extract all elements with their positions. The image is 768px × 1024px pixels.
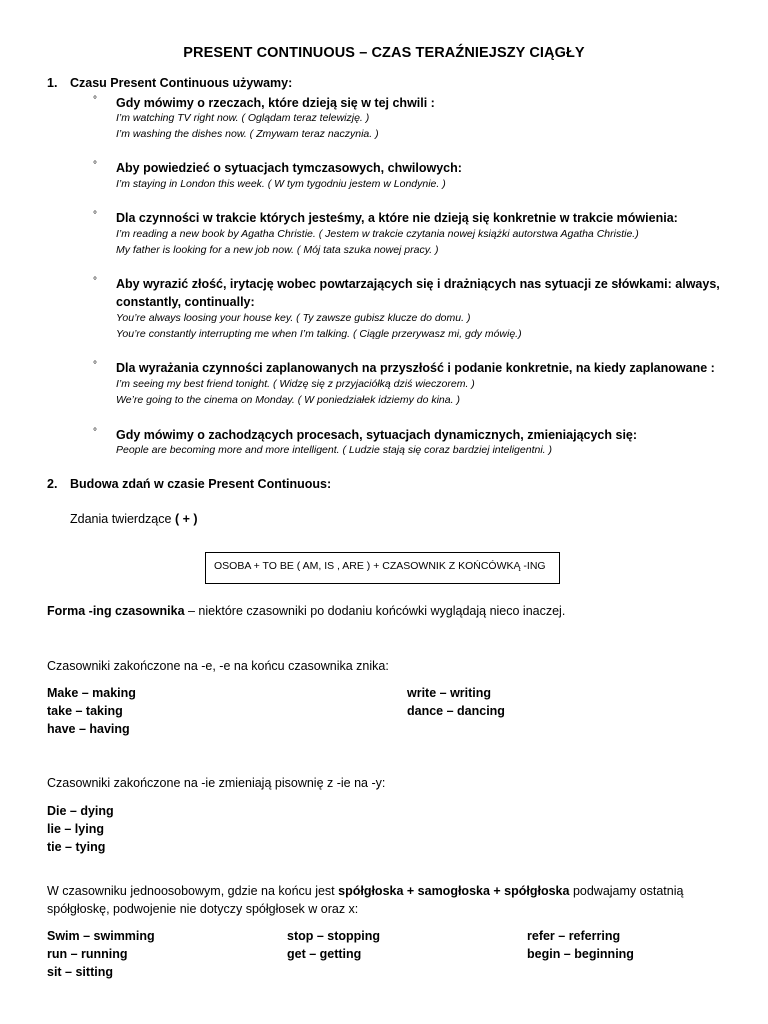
bullet-heading: Dla wyrażania czynności zaplanowanych na przyszłość i podanie konkretnie, na kiedy zaplanowane : <box>116 361 715 375</box>
ing-form-text: – niektóre czasowniki po dodaniu końcówki wyglądają nieco inaczej. <box>184 604 566 618</box>
verb-pair: tie – tying <box>47 840 106 854</box>
bullet-heading: Aby wyrazić złość, irytację wobec powtarzających się i drażniących nas sytuacji ze słówkami: always, <box>116 277 720 291</box>
rule-e-description: Czasowniki zakończone na -e, -e na końcu czasownika znika: <box>47 659 389 673</box>
example-sentence: I’m washing the dishes now. ( Zmywam teraz naczynia. ) <box>116 128 379 140</box>
example-sentence: We’re going to the cinema on Monday. ( W poniedziałek idziemy do kina. ) <box>116 394 460 406</box>
bullet-heading-continued: constantly, continually: <box>116 295 255 309</box>
section-number: 1. <box>47 76 58 90</box>
bullet-heading: Dla czynności w trakcie których jesteśmy, a które nie dzieją się konkretnie w trakcie mówienia: <box>116 211 678 225</box>
example-sentence: You’re constantly interrupting me when I’m talking. ( Ciągle przerywasz mi, gdy mówię.) <box>116 328 522 340</box>
verb-pair: Swim – swimming <box>47 929 155 943</box>
verb-pair: refer – referring <box>527 929 621 943</box>
example-sentence: My father is looking for a new job now. ( Mój tata szuka nowej pracy. ) <box>116 244 439 256</box>
rule-cvc-description-continued: spółgłoskę, podwojenie nie dotyczy spółgłosek w oraz x: <box>47 902 359 916</box>
example-sentence: I’m watching TV right now. ( Oglądam teraz telewizję. ) <box>116 112 370 124</box>
verb-pair: Die – dying <box>47 804 114 818</box>
verb-pair: have – having <box>47 722 130 736</box>
example-sentence: I’m staying in London this week. ( W tym tygodniu jestem w Londynie. ) <box>116 178 446 190</box>
formula-box: OSOBA + TO BE ( AM, IS , ARE ) + CZASOWNIK Z KOŃCÓWKĄ -ING <box>205 552 560 584</box>
verb-pair: Make – making <box>47 686 136 700</box>
bullet-icon: ° <box>93 360 97 371</box>
example-sentence: I’m reading a new book by Agatha Christie. ( Jestem w trakcie czytania nowej książki autorstwa Agatha Christie.) <box>116 228 639 240</box>
page-title: PRESENT CONTINUOUS – CZAS TERAŹNIEJSZY CIĄGŁY <box>183 45 585 61</box>
rule-cvc-text-c: podwajamy ostatnią <box>569 884 684 898</box>
bullet-heading: Aby powiedzieć o sytuacjach tymczasowych, chwilowych: <box>116 161 462 175</box>
example-sentence: I’m seeing my best friend tonight. ( Widzę się z przyjaciółką dziś wieczorem. ) <box>116 378 475 390</box>
verb-pair: get – getting <box>287 947 362 961</box>
ing-form-note <box>47 604 565 618</box>
section-title: Budowa zdań w czasie Present Continuous: <box>70 477 332 491</box>
section-number: 2. <box>47 477 58 491</box>
bullet-icon: ° <box>93 95 97 106</box>
verb-pair: dance – dancing <box>407 704 505 718</box>
section-title: Czasu Present Continuous używamy: <box>70 76 293 90</box>
bullet-icon: ° <box>93 276 97 287</box>
verb-pair: sit – sitting <box>47 965 113 979</box>
affirmative-sign: ( + ) <box>174 512 198 526</box>
affirmative-heading <box>70 512 198 526</box>
verb-pair: lie – lying <box>47 822 104 836</box>
bullet-heading: Gdy mówimy o zachodzących procesach, sytuacjach dynamicznych, zmieniających się: <box>116 428 638 442</box>
rule-cvc-pattern: spółgłoska + samogłoska + spółgłoska <box>338 884 570 898</box>
rule-cvc-text-a: W czasowniku jednoosobowym, gdzie na końcu jest <box>47 884 339 898</box>
verb-pair: take – taking <box>47 704 123 718</box>
example-sentence: People are becoming more and more intelligent. ( Ludzie stają się coraz bardziej inteligentni. ) <box>116 444 552 456</box>
verb-pair: stop – stopping <box>287 929 381 943</box>
verb-pair: run – running <box>47 947 128 961</box>
bullet-icon: ° <box>93 160 97 171</box>
bullet-icon: ° <box>93 210 97 221</box>
rule-cvc-description <box>47 884 683 898</box>
example-sentence: You’re always loosing your house key. ( Ty zawsze gubisz klucze do domu. ) <box>116 312 471 324</box>
bullet-heading: Gdy mówimy o rzeczach, które dzieją się w tej chwili : <box>116 96 435 110</box>
affirmative-label: Zdania twierdzące <box>70 512 172 526</box>
bullet-icon: ° <box>93 427 97 438</box>
verb-pair: write – writing <box>407 686 492 700</box>
ing-form-label: Forma -ing czasownika <box>47 604 185 618</box>
rule-ie-description: Czasowniki zakończone na -ie zmieniają pisownię z -ie na -y: <box>47 776 386 790</box>
verb-pair: begin – beginning <box>527 947 634 961</box>
